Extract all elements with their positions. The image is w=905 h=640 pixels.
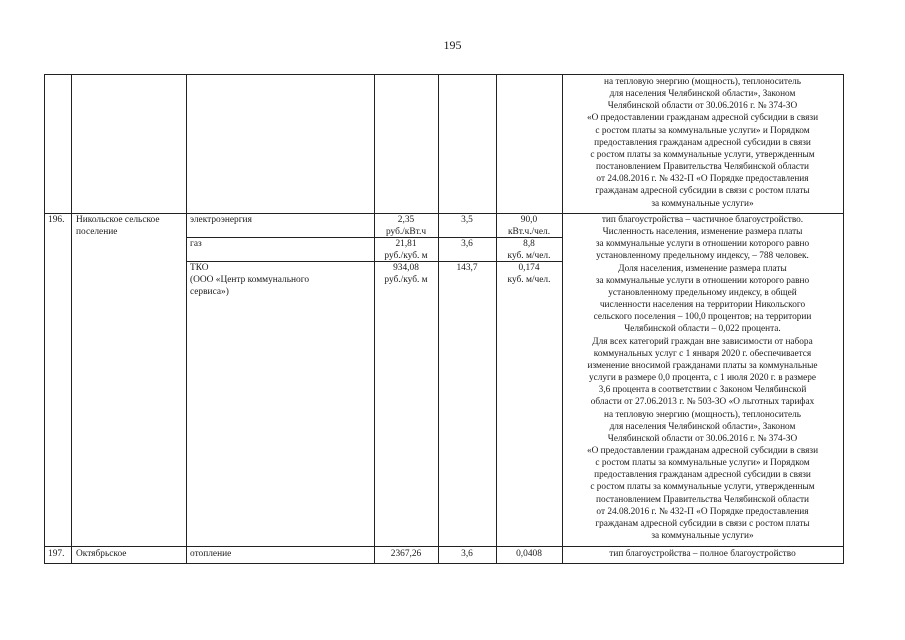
- service-tko-tariff: [374, 262, 438, 286]
- tariff-unit: руб./куб. м: [384, 251, 428, 262]
- note-line: постановлением Правительства Челябинской области: [595, 162, 809, 173]
- row-196-notes: [562, 214, 843, 542]
- col-border-0: [44, 74, 45, 564]
- col-border-4: [438, 74, 439, 564]
- tariff-value: 2,35: [397, 215, 415, 225]
- note-line: сельского поселения – 100,0 процентов; на территории: [593, 312, 812, 323]
- note-line: за коммунальные услуги в отношении которого равно: [595, 239, 810, 250]
- service-electricity-name: электроэнергия: [190, 215, 252, 225]
- note-line: от 24.08.2016 г. № 432-П «О Порядке предоставления: [596, 506, 809, 517]
- note-line: изменение вносимой гражданами платы за коммунальные: [587, 360, 818, 371]
- note-line: установленному предельному индексу, в общей: [608, 287, 797, 298]
- col-border-2: [186, 74, 187, 564]
- note-line: «О предоставлении гражданам адресной субсидии в связи: [586, 113, 819, 124]
- service-tko-norm: [496, 262, 562, 286]
- settlement-line: поселение: [76, 227, 118, 238]
- note-line: за коммунальные услуги в отношении которого равно: [595, 275, 810, 286]
- note-line: Доля населения, изменение размера платы: [618, 263, 787, 274]
- norm-unit: кВт.ч./чел.: [507, 227, 551, 238]
- note-line: установленному предельному индексу, – 788 человек.: [596, 251, 809, 262]
- tariff-unit: руб./кВт.ч: [385, 227, 427, 238]
- service-electricity-tariff: [374, 214, 438, 238]
- note-line: коммунальных услуг с 1 января 2020 г. обеспечивается: [593, 348, 812, 359]
- col-border-1: [71, 74, 72, 564]
- note-line: для населения Челябинской области», Законом: [609, 421, 796, 432]
- row-197-service: отопление: [190, 549, 232, 559]
- note-line: на тепловую энергию (мощность), теплоноситель: [604, 409, 801, 420]
- col-border-3: [374, 74, 375, 564]
- tariff-unit: руб./куб. м: [384, 275, 428, 286]
- note-line: для населения Челябинской области», Законом: [609, 89, 796, 100]
- row-197-number: 197.: [48, 549, 65, 559]
- note-line: гражданам адресной субсидии в связи с ростом платы: [595, 186, 810, 197]
- note-line: на тепловую энергию (мощность), теплоноситель: [604, 77, 801, 87]
- note-line: области от 27.06.2013 г. № 503-ЗО «О льготных тарифах: [590, 397, 815, 408]
- row-197-norm: 0,0408: [516, 549, 542, 559]
- note-line: с ростом платы за коммунальные услуги, утвержденным: [590, 482, 815, 493]
- note-line: услуги в размере 0,0 процента, с 1 июля 2020 г. в размере: [588, 373, 817, 384]
- service-tko-index: 143,7: [456, 263, 478, 273]
- service-gas-norm: [496, 238, 562, 262]
- norm-unit: куб. м/чел.: [507, 275, 551, 286]
- settlement-line: Никольское сельское: [76, 215, 160, 225]
- note-line: за коммунальные услуги»: [651, 531, 754, 542]
- service-gas-tariff: [374, 238, 438, 262]
- note-line: с ростом платы за коммунальные услуги, утвержденным: [590, 149, 815, 160]
- note-line: от 24.08.2016 г. № 432-П «О Порядке предоставления: [596, 174, 809, 185]
- note-line: Челябинской области – 0,022 процента.: [624, 324, 781, 335]
- row-197-notes: тип благоустройства – полное благоустройство: [609, 549, 796, 559]
- col-border-5: [496, 74, 497, 564]
- note-line: предоставления гражданам адресной субсидии в связи: [594, 470, 811, 481]
- service-name-line: сервиса»): [190, 287, 229, 298]
- note-line: численности населения на территории Никольского: [599, 300, 806, 311]
- service-tko-name: [190, 262, 309, 298]
- note-line: с ростом платы за коммунальные услуги» и Порядком: [595, 458, 810, 469]
- norm-value: 90,0: [520, 215, 538, 225]
- note-line: 3,6 процента в соответствии с Законом Челябинской: [598, 385, 807, 396]
- row-197-tariff: 2367,26: [390, 549, 422, 559]
- page-number: 195: [443, 38, 462, 52]
- service-gas-index: 3,6: [461, 239, 473, 249]
- service-electricity-norm: [496, 214, 562, 238]
- note-line: за коммунальные услуги»: [651, 198, 754, 209]
- note-line: Челябинской области от 30.06.2016 г. № 374-ЗО: [607, 101, 798, 112]
- service-name-line: (ООО «Центр коммунального: [190, 275, 310, 286]
- continuation-notes: [562, 76, 843, 210]
- tariff-value: 934,08: [393, 263, 419, 273]
- service-gas-name: газ: [190, 239, 202, 249]
- note-line: Челябинской области от 30.06.2016 г. № 374-ЗО: [607, 433, 798, 444]
- table-top-border: [44, 74, 844, 75]
- row-196-number: 196.: [48, 215, 65, 225]
- norm-value: 0,174: [518, 263, 540, 273]
- row-197-index: 3,6: [461, 549, 473, 559]
- note-line: Численность населения, изменение размера платы: [602, 227, 803, 238]
- row-196-settlement: [76, 214, 160, 238]
- tariff-value: 21,81: [395, 239, 417, 249]
- note-line: постановлением Правительства Челябинской области: [595, 494, 809, 505]
- note-line: Для всех категорий граждан вне зависимости от набора: [592, 336, 813, 347]
- note-line: предоставления гражданам адресной субсидии в связи: [594, 137, 811, 148]
- note-line: тип благоустройства – частичное благоустройство.: [601, 215, 804, 225]
- service-electricity-index: 3,5: [461, 215, 473, 225]
- service-name-line: ТКО: [190, 263, 209, 273]
- row-197-top-border: [44, 546, 844, 547]
- norm-value: 8,8: [523, 239, 535, 249]
- norm-unit: куб. м/чел.: [507, 251, 551, 262]
- table-bottom-border: [44, 563, 844, 564]
- note-line: «О предоставлении гражданам адресной субсидии в связи: [586, 445, 819, 456]
- note-line: с ростом платы за коммунальные услуги» и Порядком: [595, 125, 810, 136]
- col-border-7: [843, 74, 844, 564]
- row-197-settlement: Октябрьское: [76, 549, 127, 559]
- note-line: гражданам адресной субсидии в связи с ростом платы: [595, 518, 810, 529]
